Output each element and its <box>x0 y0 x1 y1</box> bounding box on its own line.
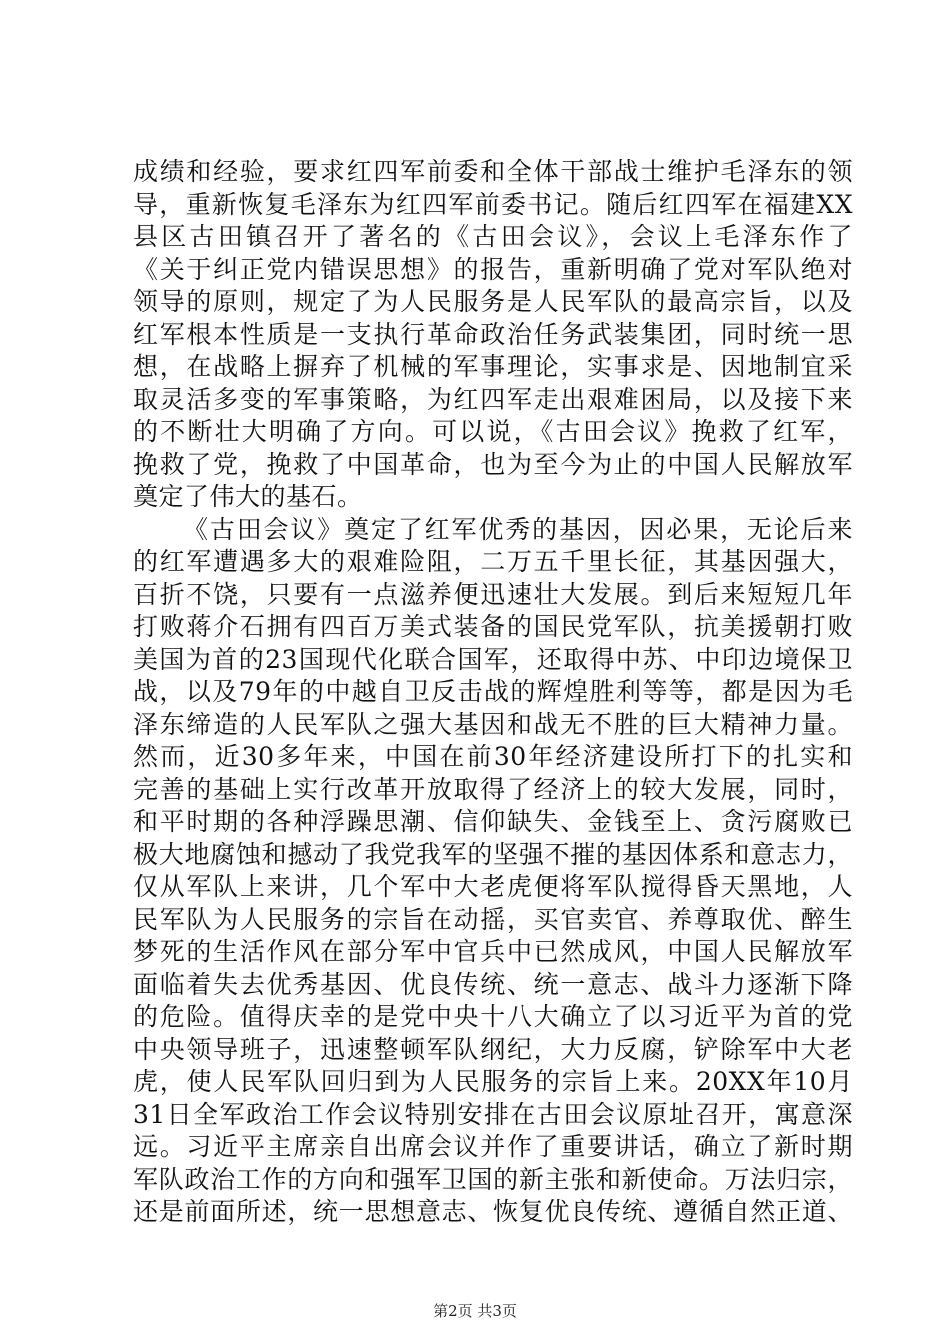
body-text <box>133 156 853 1229</box>
text-line: 远。习近平主席亲自出席会议并作了重要讲话，确立了新时期 <box>133 1132 853 1161</box>
text-line: 和平时期的各种浮躁思潮、信仰缺失、金钱至上、贪污腐败已 <box>133 807 853 836</box>
text-line: 成绩和经验，要求红四军前委和全体干部战士维护毛泽东的领 <box>133 157 853 186</box>
text-line: 导，重新恢复毛泽东为红四军前委书记。随后红四军在福建XX <box>133 189 853 219</box>
text-line: 极大地腐蚀和撼动了我党我军的坚强不摧的基因体系和意志力， <box>133 839 853 869</box>
text-line: 民军队为人民服务的宗旨在动摇，买官卖官、养尊取优、醉生 <box>133 904 853 934</box>
text-line: 《关于纠正党内错误思想》的报告，重新明确了党对军队绝对 <box>133 254 853 284</box>
text-line: 泽东缔造的人民军队之强大基因和战无不胜的巨大精神力量。 <box>133 709 853 739</box>
text-line: 百折不饶，只要有一点滋养便迅速壮大发展。到后来短短几年 <box>133 579 853 609</box>
text-line: 领导的原则，规定了为人民服务是人民军队的最高宗旨，以及 <box>133 287 853 316</box>
text-line: 完善的基础上实行改革开放取得了经济上的较大发展，同时， <box>133 774 853 804</box>
paragraph-first-line: 《古田会议》奠定了红军优秀的基因，因必果，无论后来 <box>183 514 853 544</box>
text-line: 梦死的生活作风在部分军中官兵中已然成风，中国人民解放军 <box>133 937 853 966</box>
text-line: 31日全军政治工作会议特别安排在古田会议原址召开，寓意深 <box>133 1099 853 1129</box>
text-line: 的红军遭遇多大的艰难险阻，二万五千里长征，其基因强大， <box>133 547 853 576</box>
text-line: 面临着失去优秀基因、优良传统、统一意志、战斗力逐渐下降 <box>133 969 853 999</box>
text-line: 取灵活多变的军事策略，为红四军走出艰难困局，以及接下来 <box>133 384 853 414</box>
text-line: 军队政治工作的方向和强军卫国的新主张和新使命。万法归宗， <box>133 1164 853 1194</box>
text-line: 虎，使人民军队回归到为人民服务的宗旨上来。20XX年10月 <box>133 1067 853 1096</box>
text-line: 奠定了伟大的基石。 <box>133 482 363 511</box>
text-line: 挽救了党，挽救了中国革命，也为至今为止的中国人民解放军 <box>133 449 853 479</box>
text-line: 战，以及79年的中越自卫反击战的辉煌胜利等等，都是因为毛 <box>133 677 853 706</box>
text-line: 还是前面所述，统一思想意志、恢复优良传统、遵循自然正道、 <box>133 1197 853 1226</box>
text-line: 的危险。值得庆幸的是党中央十八大确立了以习近平为首的党 <box>133 1002 853 1031</box>
text-line: 红军根本性质是一支执行革命政治任务武装集团，同时统一思 <box>133 319 853 349</box>
text-line: 美国为首的23国现代化联合国军，还取得中苏、中印边境保卫 <box>133 644 853 674</box>
text-line: 县区古田镇召开了著名的《古田会议》，会议上毛泽东作了 <box>133 222 853 251</box>
page-number-label: 第2页 共3页 <box>433 1302 517 1320</box>
text-line: 打败蒋介石拥有四百万美式装备的国民党军队，抗美援朝打败 <box>133 612 853 641</box>
text-line: 的不断壮大明确了方向。可以说，《古田会议》挽救了红军， <box>133 417 853 446</box>
text-line: 然而，近30多年来，中国在前30年经济建设所打下的扎实和 <box>133 742 853 771</box>
text-line: 中央领导班子，迅速整顿军队纲纪，大力反腐，铲除军中大老 <box>133 1034 853 1064</box>
page-footer <box>0 1301 950 1321</box>
text-line: 想，在战略上摒弃了机械的军事理论，实事求是、因地制宜采 <box>133 352 853 381</box>
text-line: 仅从军队上来讲，几个军中大老虎便将军队搅得昏天黑地，人 <box>133 872 853 901</box>
